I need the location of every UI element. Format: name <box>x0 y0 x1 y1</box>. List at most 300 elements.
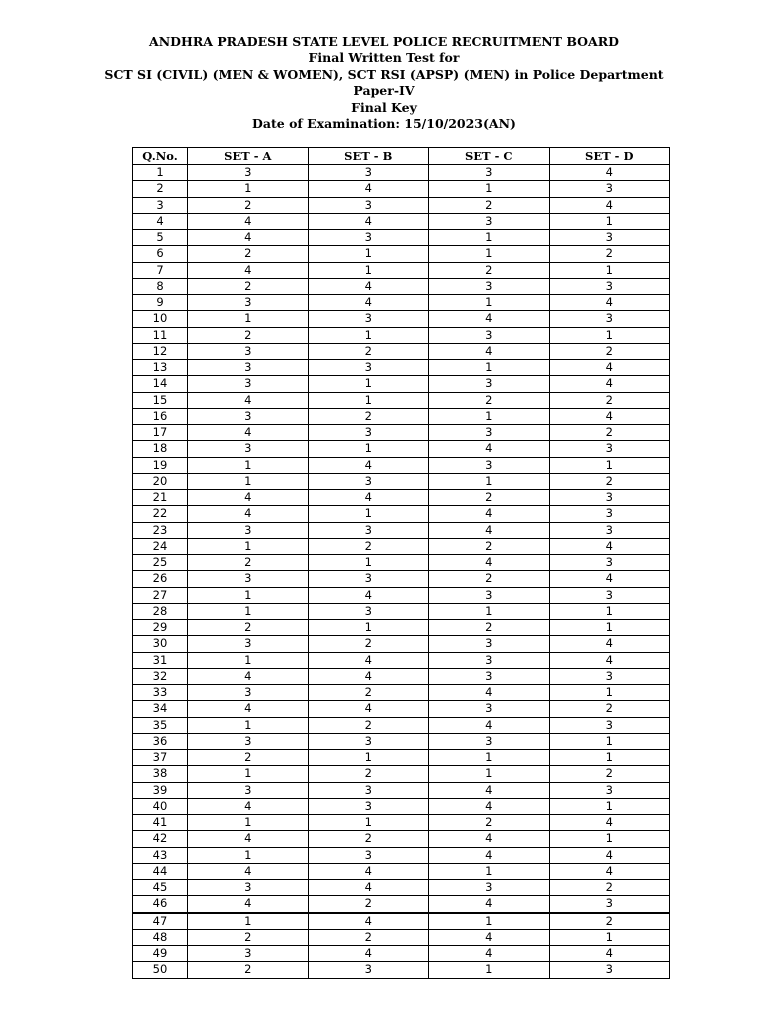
cell-set-a: 4 <box>188 262 309 278</box>
cell-set-b: 4 <box>308 863 429 879</box>
column-header-set-d: SET - D <box>549 148 670 165</box>
cell-set-d: 3 <box>549 587 670 603</box>
paper-label: Paper-IV <box>353 83 415 99</box>
cell-set-a: 4 <box>188 701 309 717</box>
cell-set-a: 1 <box>188 457 309 473</box>
cell-set-c: 3 <box>429 165 550 181</box>
cell-set-d: 4 <box>549 538 670 554</box>
cell-set-b: 3 <box>308 733 429 749</box>
cell-set-c: 4 <box>429 311 550 327</box>
cell-set-d: 3 <box>549 555 670 571</box>
table-row <box>133 538 670 554</box>
cell-set-c: 2 <box>429 571 550 587</box>
cell-set-d: 2 <box>549 473 670 489</box>
cell-set-c: 1 <box>429 766 550 782</box>
cell-set-b: 4 <box>308 295 429 311</box>
cell-set-c: 3 <box>429 213 550 229</box>
cell-set-a: 4 <box>188 896 309 913</box>
cell-set-d: 2 <box>549 343 670 359</box>
cell-qno: 47 <box>133 913 188 930</box>
cell-set-b: 1 <box>308 376 429 392</box>
cell-qno: 34 <box>133 701 188 717</box>
cell-set-c: 1 <box>429 295 550 311</box>
cell-set-b: 4 <box>308 668 429 684</box>
cell-set-c: 3 <box>429 587 550 603</box>
cell-set-b: 2 <box>308 717 429 733</box>
table-row <box>133 603 670 619</box>
cell-set-c: 3 <box>429 701 550 717</box>
table-row <box>133 230 670 246</box>
cell-set-a: 1 <box>188 815 309 831</box>
cell-set-d: 2 <box>549 913 670 930</box>
cell-set-b: 3 <box>308 782 429 798</box>
table-row <box>133 506 670 522</box>
cell-set-a: 2 <box>188 929 309 945</box>
cell-set-c: 1 <box>429 246 550 262</box>
cell-qno: 36 <box>133 733 188 749</box>
cell-set-d: 2 <box>549 766 670 782</box>
cell-set-d: 1 <box>549 262 670 278</box>
cell-set-b: 3 <box>308 197 429 213</box>
table-row <box>133 441 670 457</box>
cell-set-b: 2 <box>308 831 429 847</box>
cell-set-b: 2 <box>308 343 429 359</box>
cell-set-d: 1 <box>549 457 670 473</box>
table-row <box>133 197 670 213</box>
cell-set-c: 1 <box>429 750 550 766</box>
cell-qno: 7 <box>133 262 188 278</box>
cell-set-d: 1 <box>549 620 670 636</box>
cell-set-d: 3 <box>549 490 670 506</box>
cell-qno: 11 <box>133 327 188 343</box>
cell-set-d: 1 <box>549 603 670 619</box>
cell-set-d: 3 <box>549 230 670 246</box>
cell-set-b: 2 <box>308 685 429 701</box>
cell-set-a: 1 <box>188 766 309 782</box>
cell-set-b: 2 <box>308 896 429 913</box>
cell-qno: 18 <box>133 441 188 457</box>
cell-set-d: 4 <box>549 946 670 962</box>
document-header <box>0 34 768 132</box>
cell-set-d: 4 <box>549 376 670 392</box>
table-row <box>133 213 670 229</box>
cell-set-b: 4 <box>308 457 429 473</box>
cell-set-b: 4 <box>308 490 429 506</box>
cell-set-d: 4 <box>549 295 670 311</box>
cell-set-a: 1 <box>188 603 309 619</box>
cell-set-b: 3 <box>308 571 429 587</box>
cell-set-d: 1 <box>549 798 670 814</box>
cell-set-a: 1 <box>188 538 309 554</box>
cell-qno: 23 <box>133 522 188 538</box>
table-row <box>133 733 670 749</box>
cell-set-d: 2 <box>549 425 670 441</box>
cell-set-b: 3 <box>308 473 429 489</box>
table-row <box>133 360 670 376</box>
cell-set-a: 2 <box>188 327 309 343</box>
cell-set-b: 4 <box>308 181 429 197</box>
cell-set-d: 2 <box>549 246 670 262</box>
table-row <box>133 246 670 262</box>
cell-set-c: 3 <box>429 425 550 441</box>
test-name: Final Written Test for <box>308 50 460 66</box>
cell-set-c: 1 <box>429 408 550 424</box>
cell-set-d: 4 <box>549 360 670 376</box>
table-row <box>133 701 670 717</box>
cell-qno: 50 <box>133 962 188 978</box>
table-row <box>133 376 670 392</box>
cell-qno: 49 <box>133 946 188 962</box>
cell-set-c: 1 <box>429 603 550 619</box>
cell-set-c: 4 <box>429 685 550 701</box>
exam-date: Date of Examination: 15/10/2023(AN) <box>252 116 516 132</box>
table-header-row <box>133 148 670 165</box>
answer-key-body <box>133 165 670 979</box>
cell-qno: 8 <box>133 278 188 294</box>
key-label: Final Key <box>351 99 417 115</box>
cell-set-c: 3 <box>429 278 550 294</box>
cell-set-b: 4 <box>308 701 429 717</box>
cell-qno: 14 <box>133 376 188 392</box>
cell-set-a: 1 <box>188 717 309 733</box>
cell-set-b: 2 <box>308 538 429 554</box>
table-row <box>133 962 670 978</box>
cell-set-c: 4 <box>429 946 550 962</box>
cell-qno: 28 <box>133 603 188 619</box>
cell-set-c: 3 <box>429 457 550 473</box>
cell-qno: 2 <box>133 181 188 197</box>
cell-qno: 37 <box>133 750 188 766</box>
cell-set-b: 1 <box>308 441 429 457</box>
cell-set-c: 4 <box>429 343 550 359</box>
cell-set-b: 3 <box>308 165 429 181</box>
cell-set-c: 2 <box>429 620 550 636</box>
cell-set-c: 4 <box>429 831 550 847</box>
table-row <box>133 295 670 311</box>
table-row <box>133 636 670 652</box>
cell-set-a: 4 <box>188 798 309 814</box>
table-row <box>133 652 670 668</box>
cell-set-c: 4 <box>429 441 550 457</box>
cell-set-a: 1 <box>188 913 309 930</box>
cell-qno: 9 <box>133 295 188 311</box>
table-row <box>133 668 670 684</box>
cell-qno: 6 <box>133 246 188 262</box>
cell-set-a: 3 <box>188 946 309 962</box>
cell-qno: 38 <box>133 766 188 782</box>
cell-set-a: 4 <box>188 863 309 879</box>
cell-qno: 39 <box>133 782 188 798</box>
column-header-qno: Q.No. <box>133 148 188 165</box>
table-row <box>133 620 670 636</box>
cell-set-c: 4 <box>429 929 550 945</box>
cell-set-a: 1 <box>188 473 309 489</box>
cell-set-d: 3 <box>549 311 670 327</box>
cell-set-c: 1 <box>429 230 550 246</box>
cell-qno: 13 <box>133 360 188 376</box>
cell-qno: 3 <box>133 197 188 213</box>
cell-set-d: 3 <box>549 181 670 197</box>
cell-set-c: 3 <box>429 376 550 392</box>
cell-set-a: 3 <box>188 376 309 392</box>
cell-set-b: 3 <box>308 311 429 327</box>
cell-set-c: 1 <box>429 360 550 376</box>
cell-set-a: 4 <box>188 668 309 684</box>
cell-set-c: 2 <box>429 197 550 213</box>
cell-qno: 48 <box>133 929 188 945</box>
table-row <box>133 343 670 359</box>
cell-qno: 15 <box>133 392 188 408</box>
cell-set-a: 3 <box>188 165 309 181</box>
cell-set-a: 4 <box>188 831 309 847</box>
cell-set-a: 1 <box>188 652 309 668</box>
cell-set-b: 3 <box>308 603 429 619</box>
cell-set-c: 3 <box>429 327 550 343</box>
table-row <box>133 880 670 896</box>
cell-set-b: 1 <box>308 750 429 766</box>
cell-set-d: 1 <box>549 213 670 229</box>
cell-set-c: 4 <box>429 522 550 538</box>
column-header-set-b: SET - B <box>308 148 429 165</box>
cell-qno: 30 <box>133 636 188 652</box>
cell-set-b: 4 <box>308 652 429 668</box>
cell-qno: 12 <box>133 343 188 359</box>
cell-set-b: 3 <box>308 425 429 441</box>
cell-set-b: 4 <box>308 587 429 603</box>
cell-set-c: 3 <box>429 636 550 652</box>
table-row <box>133 522 670 538</box>
cell-qno: 46 <box>133 896 188 913</box>
cell-qno: 19 <box>133 457 188 473</box>
cell-set-b: 1 <box>308 620 429 636</box>
cell-qno: 40 <box>133 798 188 814</box>
table-row <box>133 896 670 913</box>
cell-set-c: 2 <box>429 490 550 506</box>
cell-set-d: 1 <box>549 733 670 749</box>
column-header-set-a: SET - A <box>188 148 309 165</box>
cell-set-a: 2 <box>188 246 309 262</box>
table-row <box>133 392 670 408</box>
cell-set-a: 4 <box>188 392 309 408</box>
cell-set-b: 3 <box>308 360 429 376</box>
cell-set-b: 4 <box>308 946 429 962</box>
cell-set-a: 1 <box>188 181 309 197</box>
table-row <box>133 408 670 424</box>
table-row <box>133 181 670 197</box>
cell-set-c: 4 <box>429 555 550 571</box>
cell-set-b: 1 <box>308 555 429 571</box>
cell-set-a: 4 <box>188 213 309 229</box>
cell-set-c: 3 <box>429 733 550 749</box>
cell-set-b: 1 <box>308 506 429 522</box>
cell-set-a: 4 <box>188 230 309 246</box>
cell-set-c: 4 <box>429 717 550 733</box>
cell-qno: 29 <box>133 620 188 636</box>
cell-set-a: 4 <box>188 425 309 441</box>
answer-key-table <box>132 147 670 979</box>
cell-qno: 22 <box>133 506 188 522</box>
table-row <box>133 571 670 587</box>
cell-set-d: 3 <box>549 782 670 798</box>
table-row <box>133 766 670 782</box>
cell-qno: 44 <box>133 863 188 879</box>
cell-set-a: 3 <box>188 571 309 587</box>
cell-set-c: 3 <box>429 668 550 684</box>
cell-set-d: 4 <box>549 636 670 652</box>
cell-set-c: 1 <box>429 863 550 879</box>
cell-qno: 32 <box>133 668 188 684</box>
cell-set-a: 3 <box>188 441 309 457</box>
cell-qno: 33 <box>133 685 188 701</box>
cell-set-d: 1 <box>549 327 670 343</box>
cell-set-a: 1 <box>188 587 309 603</box>
cell-set-d: 1 <box>549 750 670 766</box>
cell-set-d: 3 <box>549 896 670 913</box>
cell-set-a: 3 <box>188 295 309 311</box>
cell-set-a: 3 <box>188 408 309 424</box>
cell-set-d: 1 <box>549 685 670 701</box>
cell-set-d: 2 <box>549 392 670 408</box>
table-row <box>133 847 670 863</box>
cell-set-d: 4 <box>549 571 670 587</box>
cell-qno: 17 <box>133 425 188 441</box>
cell-set-c: 4 <box>429 847 550 863</box>
cell-set-d: 4 <box>549 652 670 668</box>
cell-set-a: 1 <box>188 311 309 327</box>
cell-set-d: 3 <box>549 717 670 733</box>
cell-set-a: 4 <box>188 506 309 522</box>
cell-set-a: 3 <box>188 880 309 896</box>
cell-qno: 42 <box>133 831 188 847</box>
cell-qno: 41 <box>133 815 188 831</box>
column-header-set-c: SET - C <box>429 148 550 165</box>
cell-set-b: 2 <box>308 766 429 782</box>
cell-set-c: 3 <box>429 652 550 668</box>
cell-set-c: 2 <box>429 815 550 831</box>
table-row <box>133 555 670 571</box>
cell-qno: 16 <box>133 408 188 424</box>
cell-set-c: 4 <box>429 506 550 522</box>
cell-qno: 21 <box>133 490 188 506</box>
cell-set-a: 3 <box>188 636 309 652</box>
cell-set-a: 2 <box>188 278 309 294</box>
cell-set-d: 3 <box>549 668 670 684</box>
cell-set-d: 3 <box>549 522 670 538</box>
cell-qno: 24 <box>133 538 188 554</box>
cell-set-a: 3 <box>188 360 309 376</box>
cell-qno: 25 <box>133 555 188 571</box>
cell-set-b: 3 <box>308 230 429 246</box>
cell-set-b: 2 <box>308 408 429 424</box>
cell-qno: 31 <box>133 652 188 668</box>
cell-set-c: 2 <box>429 392 550 408</box>
cell-set-c: 4 <box>429 798 550 814</box>
cell-set-b: 2 <box>308 929 429 945</box>
cell-qno: 26 <box>133 571 188 587</box>
table-row <box>133 457 670 473</box>
cell-set-d: 4 <box>549 197 670 213</box>
cell-set-b: 3 <box>308 962 429 978</box>
cell-set-d: 4 <box>549 815 670 831</box>
cell-qno: 4 <box>133 213 188 229</box>
cell-set-b: 2 <box>308 636 429 652</box>
cell-set-d: 2 <box>549 880 670 896</box>
cell-set-b: 1 <box>308 392 429 408</box>
cell-set-b: 1 <box>308 815 429 831</box>
table-row <box>133 165 670 181</box>
cell-set-b: 1 <box>308 327 429 343</box>
cell-set-d: 3 <box>549 278 670 294</box>
cell-qno: 35 <box>133 717 188 733</box>
cell-set-c: 1 <box>429 962 550 978</box>
table-row <box>133 278 670 294</box>
cell-set-b: 3 <box>308 798 429 814</box>
table-row <box>133 929 670 945</box>
cell-set-d: 3 <box>549 441 670 457</box>
cell-set-a: 2 <box>188 962 309 978</box>
table-row <box>133 717 670 733</box>
table-row <box>133 262 670 278</box>
cell-set-c: 1 <box>429 473 550 489</box>
cell-set-a: 3 <box>188 522 309 538</box>
cell-set-d: 4 <box>549 408 670 424</box>
cell-set-d: 3 <box>549 962 670 978</box>
cell-set-c: 4 <box>429 782 550 798</box>
cell-set-d: 1 <box>549 831 670 847</box>
cell-set-b: 4 <box>308 913 429 930</box>
cell-set-a: 3 <box>188 733 309 749</box>
cell-qno: 10 <box>133 311 188 327</box>
cell-set-a: 2 <box>188 197 309 213</box>
cell-set-c: 2 <box>429 262 550 278</box>
cell-qno: 5 <box>133 230 188 246</box>
cell-set-d: 3 <box>549 506 670 522</box>
table-row <box>133 815 670 831</box>
table-row <box>133 750 670 766</box>
cell-qno: 45 <box>133 880 188 896</box>
cell-set-a: 3 <box>188 782 309 798</box>
cell-qno: 27 <box>133 587 188 603</box>
table-row <box>133 425 670 441</box>
table-row <box>133 831 670 847</box>
cell-set-d: 4 <box>549 847 670 863</box>
table-row <box>133 311 670 327</box>
cell-set-d: 2 <box>549 701 670 717</box>
cell-set-b: 1 <box>308 246 429 262</box>
cell-set-c: 1 <box>429 181 550 197</box>
cell-set-a: 3 <box>188 343 309 359</box>
table-row <box>133 473 670 489</box>
cell-qno: 43 <box>133 847 188 863</box>
cell-set-a: 2 <box>188 555 309 571</box>
post-name: SCT SI (CIVIL) (MEN & WOMEN), SCT RSI (APSP) (MEN) in Police Department <box>104 66 664 82</box>
table-row <box>133 863 670 879</box>
board-title: ANDHRA PRADESH STATE LEVEL POLICE RECRUITMENT BOARD <box>149 34 619 49</box>
table-row <box>133 782 670 798</box>
table-row <box>133 946 670 962</box>
table-row <box>133 913 670 930</box>
cell-set-b: 4 <box>308 278 429 294</box>
cell-set-c: 4 <box>429 896 550 913</box>
cell-set-b: 4 <box>308 880 429 896</box>
cell-set-d: 4 <box>549 165 670 181</box>
cell-set-a: 3 <box>188 685 309 701</box>
cell-set-c: 2 <box>429 538 550 554</box>
cell-set-b: 4 <box>308 213 429 229</box>
cell-qno: 1 <box>133 165 188 181</box>
cell-set-c: 1 <box>429 913 550 930</box>
table-row <box>133 490 670 506</box>
